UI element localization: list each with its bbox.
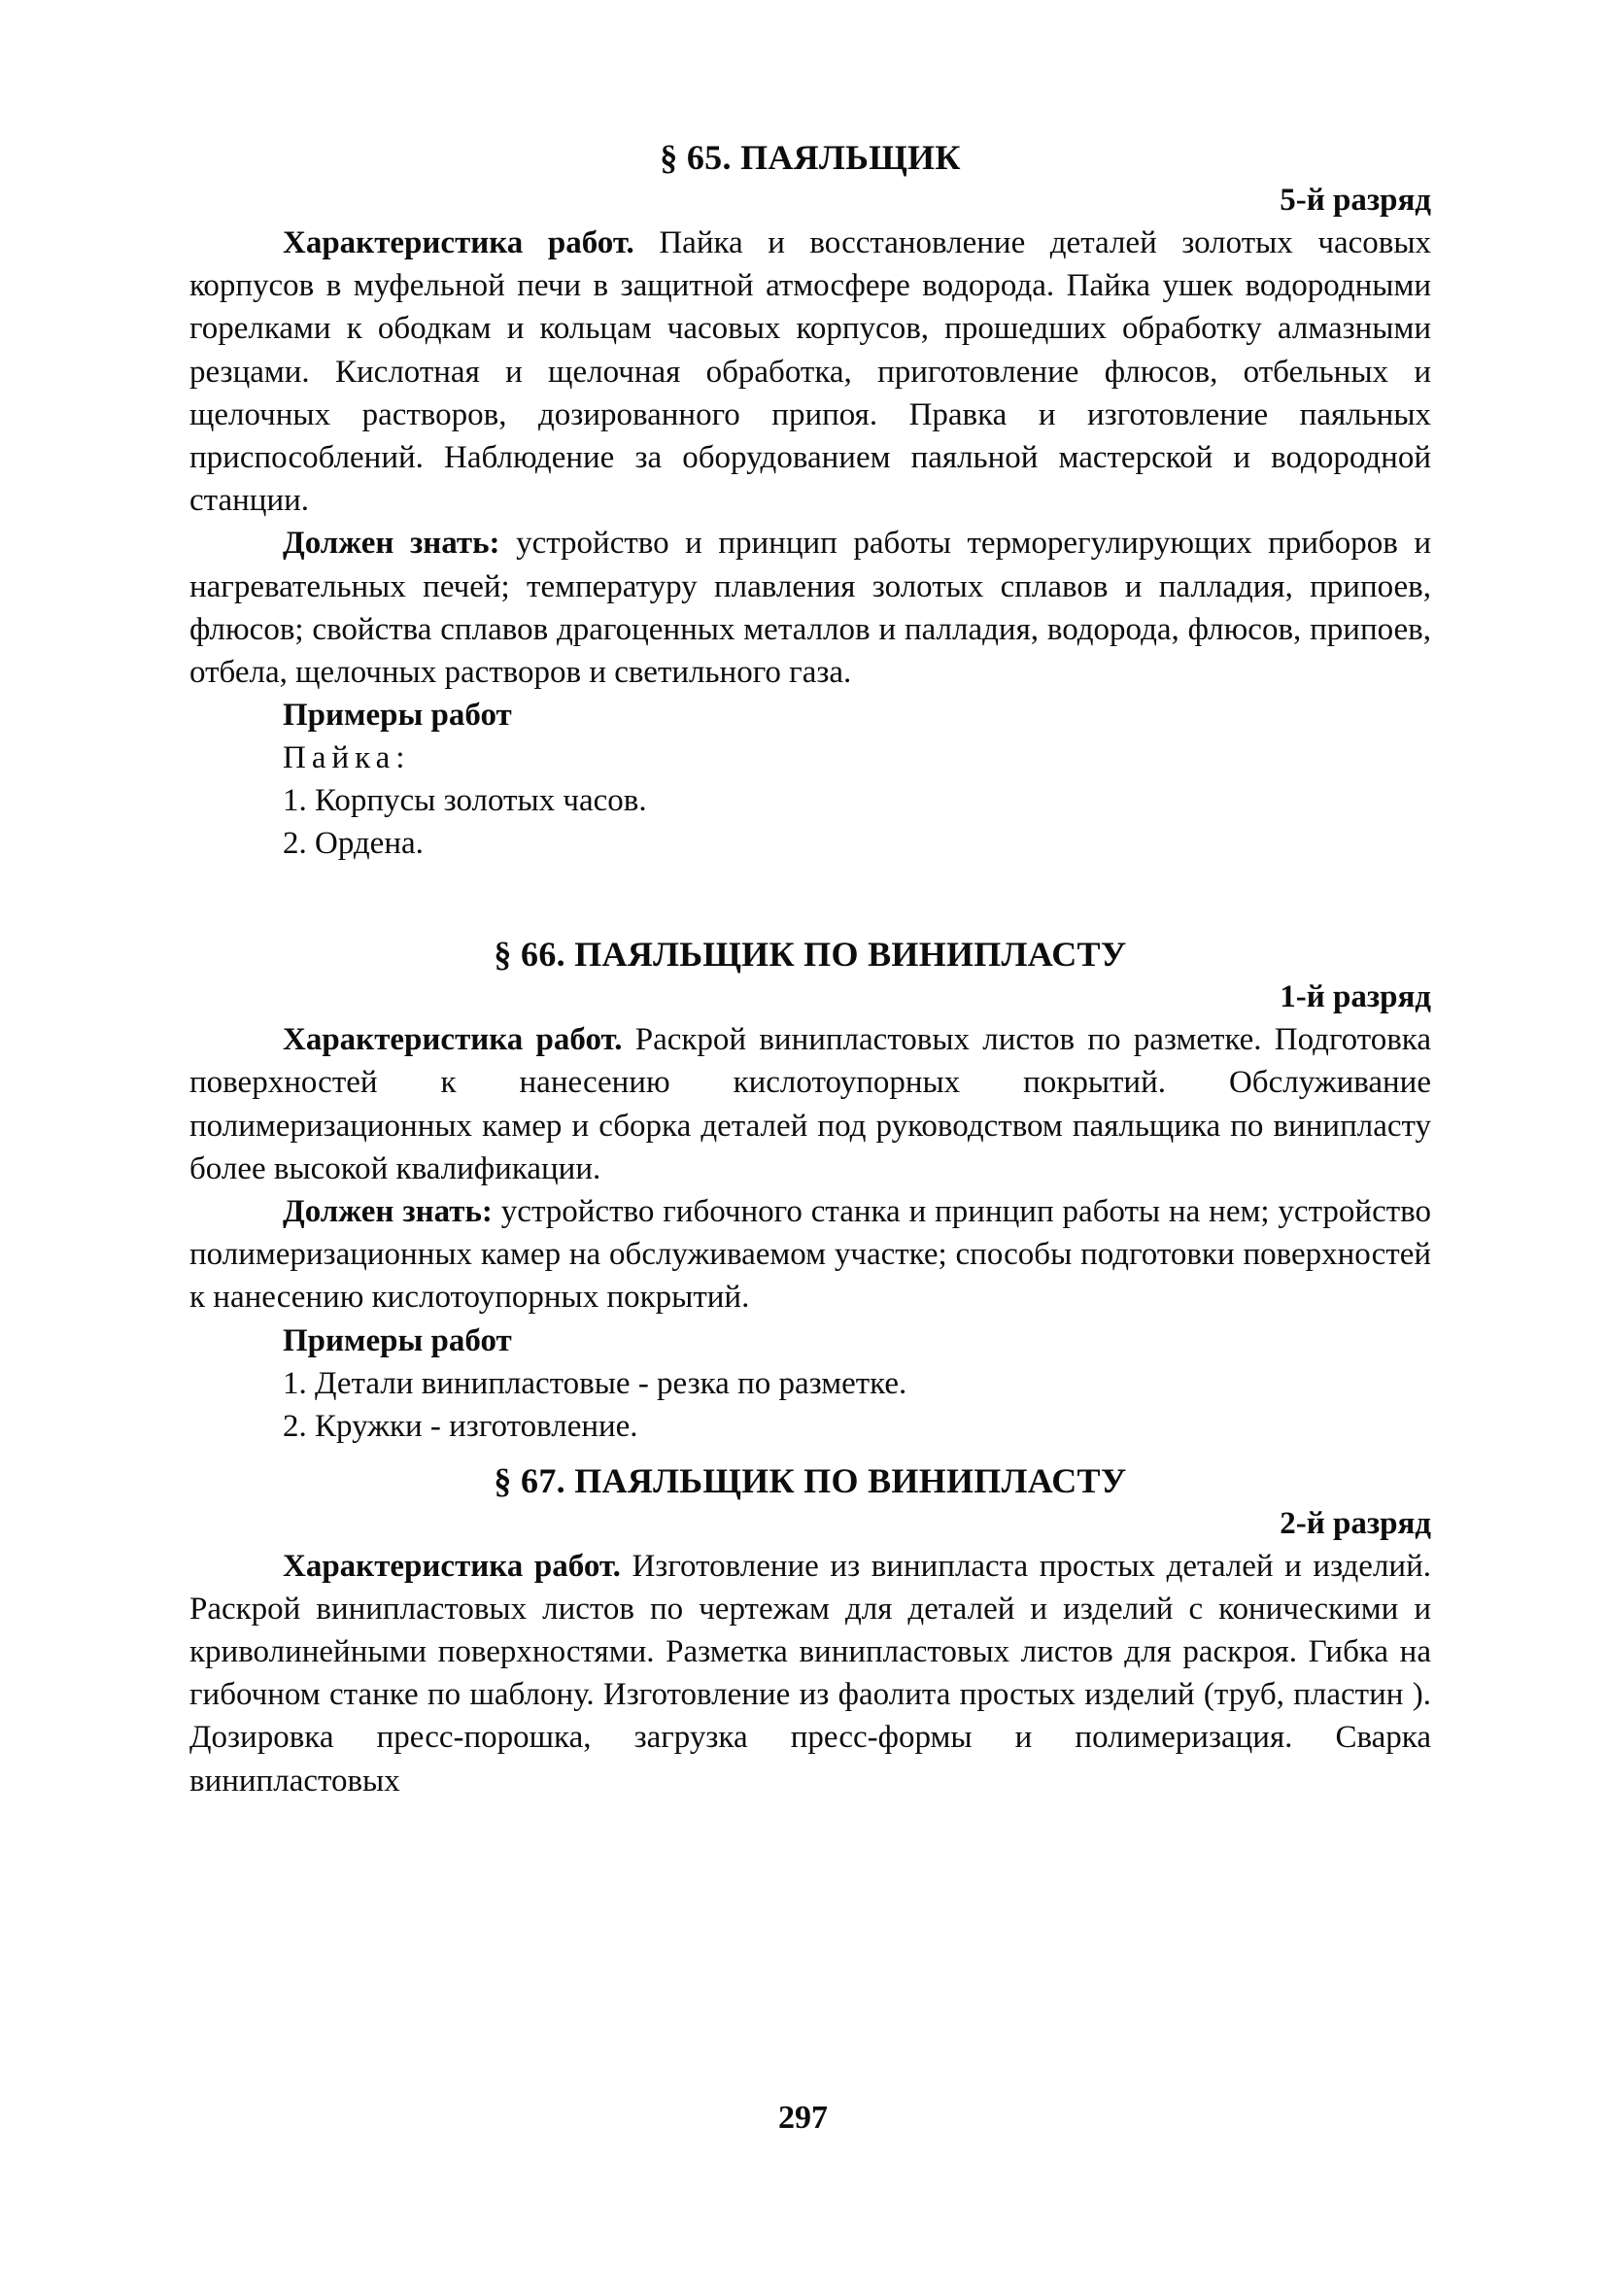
examples-heading: Примеры работ [283, 1322, 512, 1358]
section-65 [189, 136, 1431, 865]
characteristic-label: Характеристика работ. [283, 1548, 621, 1584]
examples-heading: Примеры работ [283, 698, 512, 734]
knowledge-text: устройство гибочного станка и принцип работы на нем; устройство полимеризационных камер на обслуживаемом участке; способы подготовки поверхностей к нанесению кислотоупорных покрытий. [189, 1194, 1431, 1316]
characteristic-paragraph [189, 222, 1431, 522]
example-item: 1. Корпусы золотых часов. [283, 783, 647, 819]
page-number: 297 [778, 2100, 828, 2136]
section-67 [189, 1459, 1431, 1802]
section-gap [189, 1448, 1431, 1459]
section-title: § 67. ПАЯЛЬЩИК ПО ВИНИПЛАСТУ [494, 1460, 1127, 1500]
grade-label: 5-й разряд [1280, 183, 1431, 218]
section-title: § 66. ПАЯЛЬЩИК ПО ВИНИПЛАСТУ [494, 935, 1127, 975]
example-item: 2. Кружки - изготовление. [283, 1408, 638, 1444]
knowledge-label: Должен знать: [283, 526, 500, 562]
examples-subheading: Пайка: [283, 740, 411, 776]
knowledge-text: устройство и принцип работы терморегулирующих приборов и нагревательных печей; температуру плавления золотых сплавов и палладия, припоев, флюсов; свойства сплавов драгоценных металлов и палладия, водорода, флюсов, припоев, отбела, щелочных растворов и светильного газа. [189, 526, 1431, 691]
characteristic-label: Характеристика работ. [283, 1022, 623, 1058]
document-page [189, 136, 1431, 1802]
characteristic-paragraph [189, 1545, 1431, 1802]
knowledge-label: Должен знать: [283, 1194, 493, 1230]
section-gap [189, 865, 1431, 933]
knowledge-paragraph [189, 522, 1431, 694]
example-item: 1. Детали винипластовые - резка по разметке. [283, 1365, 907, 1401]
characteristic-text: Раскрой винипластовых листов по разметке. Подготовка поверхностей к нанесению кислотоупорных покрытий. Обслуживание полимеризационных камер и сборка деталей под руководством паяльщика по винипласту более высокой квалификации. [189, 1022, 1431, 1186]
section-title: § 65. ПАЯЛЬЩИК [660, 138, 961, 177]
characteristic-label: Характеристика работ. [283, 225, 634, 260]
characteristic-paragraph [189, 1018, 1431, 1190]
grade-label: 1-й разряд [1280, 979, 1431, 1015]
knowledge-paragraph [189, 1190, 1431, 1319]
characteristic-text: Пайка и восстановление деталей золотых часовых корпусов в муфельной печи в защитной атмосфере водорода. Пайка ушек водородными горелками к ободкам и кольцам часовых корпусов, прошедших обработку алмазными резцами. Кислотная и щелочная обработка, приготовление флюсов, отбельных и щелочных растворов, дозированного припоя. Правка и изготовление паяльных приспособлений. Наблюдение за оборудованием паяльной мастерской и водородной станции. [189, 225, 1431, 519]
example-item: 2. Ордена. [283, 826, 424, 862]
grade-label: 2-й разряд [1280, 1505, 1431, 1541]
characteristic-text: Изготовление из винипласта простых деталей и изделий. Раскрой винипластовых листов по чертежам для деталей и изделий с коническими и криволинейными поверхностями. Разметка винипластовых листов для раскроя. Гибка на гибочном станке по шаблону. Изготовление из фаолита простых изделий (труб, пластин ). Дозировка пресс-порошка, загрузка пресс-формы и полимеризация. Сварка винипластовых [189, 1548, 1431, 1799]
section-66 [189, 933, 1431, 1447]
